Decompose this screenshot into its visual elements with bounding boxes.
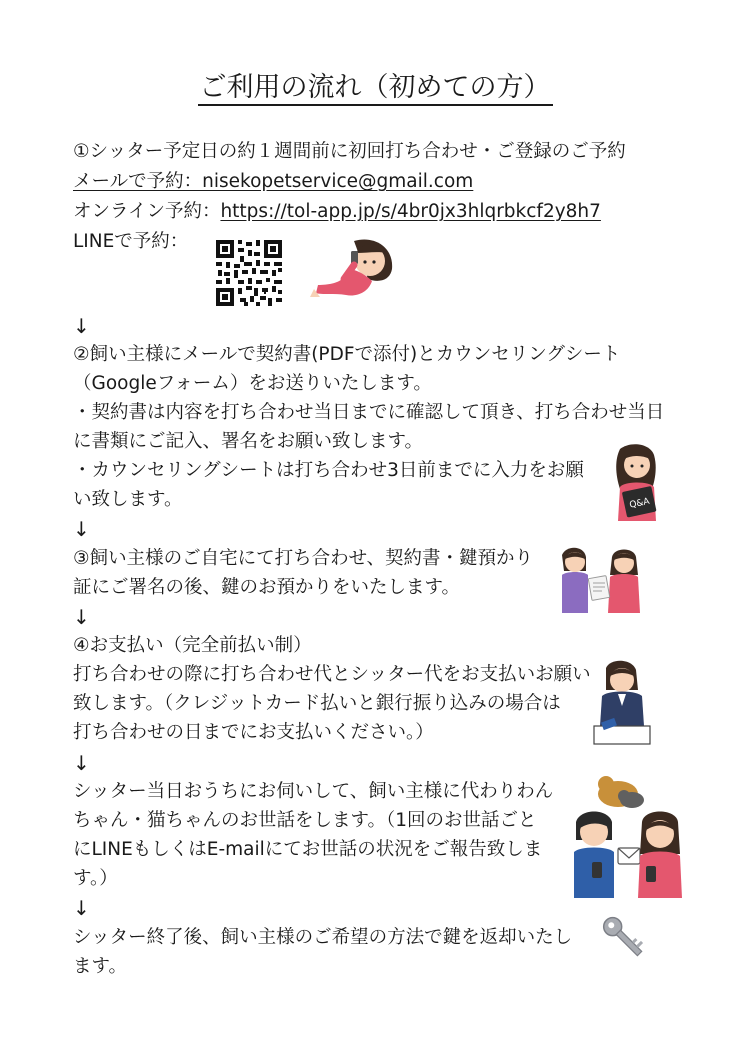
- payment-counter-illustration: [590, 660, 654, 746]
- email-reservation-link[interactable]: メールで予約：nisekopetservice@gmail.com: [73, 171, 474, 192]
- step4-line-4: 打ち合わせの日までにお支払いください。）: [73, 722, 434, 743]
- step5-line-1: シッター当日おうちにお伺いして、飼い主様に代わりわん: [73, 781, 554, 802]
- step2-line-5: ・カウンセリングシートは打ち合わせ3日前までに入力をお願: [73, 460, 584, 481]
- step3-line-1: ③飼い主様のご自宅にて打ち合わせ、契約書・鍵預かり: [73, 548, 534, 569]
- meeting-contract-illustration: [558, 545, 644, 613]
- page-title: [0, 68, 750, 108]
- step4-line-1: ④お支払い（完全前払い制）: [73, 635, 312, 656]
- step1-heading: ①シッター予定日の約１週間前に初回打ち合わせ・ご登録のご予約: [73, 141, 626, 162]
- flow-arrow-5: ↓: [73, 896, 90, 920]
- step2-line-1: ②飼い主様にメールで契約書(PDFで添付)とカウンセリングシート: [73, 344, 621, 365]
- step5-line-3: にLINEもしくはE-mailにてお世話の状況をご報告致しま: [73, 839, 543, 860]
- page-title-text: ご利用の流れ（初めての方）: [198, 72, 553, 106]
- step2-line-3: ・契約書は内容を打ち合わせ当日までに確認して頂き、打ち合わせ当日: [73, 402, 665, 423]
- pets-report-illustration: [572, 770, 684, 898]
- flow-arrow-2: ↓: [73, 517, 90, 541]
- online-reservation-line: [73, 199, 601, 225]
- step2-line-6: い致します。: [73, 489, 183, 510]
- key-icon: [600, 912, 648, 964]
- flow-arrow-1: ↓: [73, 314, 90, 338]
- flow-arrow-4: ↓: [73, 751, 90, 775]
- line-qr-code[interactable]: [216, 240, 282, 306]
- step4-line-2: 打ち合わせの際に打ち合わせ代とシッター代をお支払いお願い: [73, 664, 591, 685]
- step4-line-3: 致します。（クレジットカード払いと銀行振り込みの場合は: [73, 693, 561, 714]
- step5-line-4: す。）: [73, 868, 118, 889]
- step3-line-2: 証にご署名の後、鍵のお預かりをいたします。: [73, 577, 461, 598]
- step2-line-2: （Googleフォーム）をお送りいたします。: [73, 373, 432, 394]
- flow-arrow-3: ↓: [73, 605, 90, 629]
- woman-on-phone-illustration: [308, 235, 400, 307]
- step6-line-2: ます。: [73, 956, 128, 977]
- step2-line-4: に書類にご記入、署名をお願い致します。: [73, 431, 424, 452]
- step5-line-2: ちゃん・猫ちゃんのお世話をします。（1回のお世話ごと: [73, 810, 537, 831]
- line-reservation-label: LINEで予約：: [73, 231, 189, 252]
- online-reservation-url-link[interactable]: https://tol-app.jp/s/4br0jx3hlqrbkcf2y8h7: [220, 201, 601, 222]
- step6-line-1: シッター終了後、飼い主様のご希望の方法で鍵を返却いたし: [73, 927, 573, 948]
- woman-with-qa-sheet-illustration: [608, 443, 664, 521]
- online-reservation-label: オンライン予約：: [73, 201, 221, 222]
- qa-badge-text: Q&A: [628, 496, 651, 511]
